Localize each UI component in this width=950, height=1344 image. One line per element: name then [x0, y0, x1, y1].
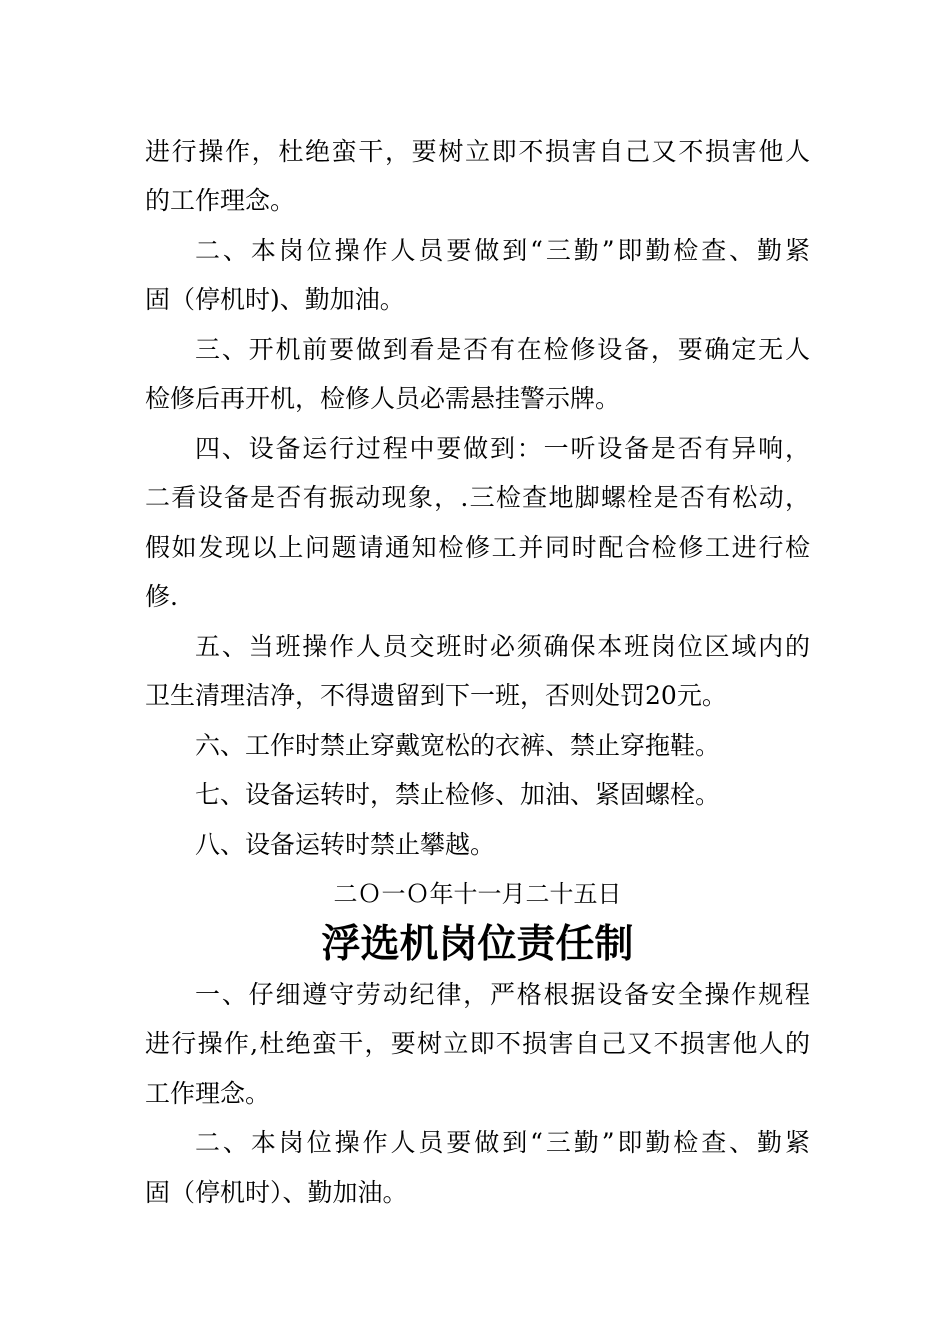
text-line: 假如发现以上问题请通知检修工并同时配合检修工进行检 [145, 533, 810, 562]
text-line: 修. [145, 582, 178, 611]
text-line: 卫生清理洁净，不得遗留到下一班，否则处罚20元。 [145, 681, 727, 710]
text-line: 六、工作时禁止穿戴宽松的衣裤、禁止穿拖鞋。 [195, 731, 721, 760]
text-line: 一、仔细遵守劳动纪律，严格根据设备安全操作规程 [195, 980, 810, 1009]
text-line: 二看设备是否有振动现象，.三检查地脚螺栓是否有松动， [145, 483, 810, 512]
text-line: 固（停机时)、勤加油。 [145, 285, 405, 314]
text-line: 四、设备运行过程中要做到：一听设备是否有异响， [195, 434, 810, 463]
section-heading: 浮选机岗位责任制 [321, 922, 634, 967]
text-line: 进行操作,杜绝蛮干，要树立即不损害自己又不损害他人的 [145, 1029, 810, 1058]
text-line: 八、设备运转时禁止攀越。 [195, 830, 496, 859]
text-line: 的工作理念。 [145, 186, 296, 215]
document-date: 二Ｏ一Ｏ年十一月二十五日 [333, 880, 622, 908]
text-line: 五、当班操作人员交班时必须确保本班岗位区域内的 [195, 632, 810, 661]
text-line: 检修后再开机，检修人员必需悬挂警示牌。 [145, 384, 621, 413]
text-line: 三、开机前要做到看是否有在检修设备，要确定无人 [195, 335, 810, 364]
text-line: 固（停机时）、勤加油。 [145, 1178, 408, 1207]
text-line: 工作理念。 [145, 1079, 271, 1108]
text-line: 七、设备运转时，禁止检修、加油、紧固螺栓。 [195, 780, 721, 809]
text-line: 二、本岗位操作人员要做到“三勤”即勤检查、勤紧 [195, 236, 810, 265]
text-line: 二、本岗位操作人员要做到“三勤”即勤检查、勤紧 [195, 1128, 810, 1157]
text-line: 进行操作，杜绝蛮干，要树立即不损害自己又不损害他人 [145, 137, 810, 166]
